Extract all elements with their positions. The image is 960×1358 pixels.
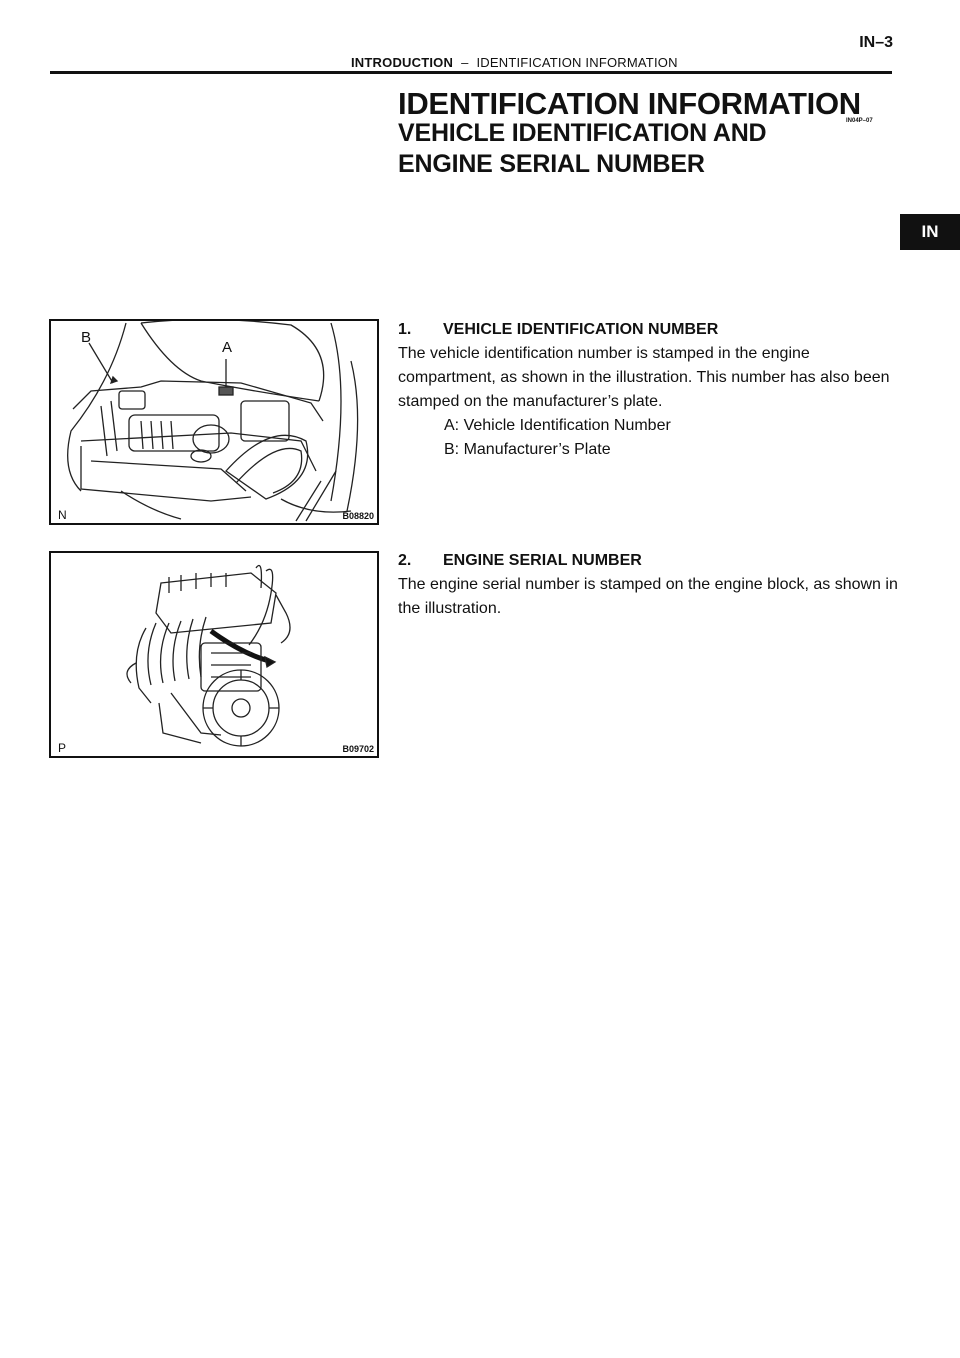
section-heading <box>398 549 898 573</box>
section-body: The engine serial number is stamped on the engine block, as shown in the illustration. <box>398 576 898 617</box>
vehicle-illustration <box>49 319 379 525</box>
section-vehicle-id <box>398 318 898 462</box>
page-subtitle <box>398 118 766 180</box>
section-body: The vehicle identification number is stamped in the engine compartment, as shown in the illustration. This number has also been stamped on the manufacturer’s plate. <box>398 345 890 410</box>
document-code: IN04P–07 <box>846 118 873 124</box>
header-section: INTRODUCTION <box>351 55 454 70</box>
subtitle-line-1: VEHICLE IDENTIFICATION AND <box>398 119 767 147</box>
figure-code: B08820 <box>342 511 374 521</box>
legend-item-a: A: Vehicle Identification Number <box>444 417 671 434</box>
vehicle-drawing <box>51 321 377 523</box>
figure-code: B09702 <box>342 744 374 754</box>
header-rule <box>50 71 892 74</box>
callout-a: A <box>222 339 233 356</box>
engine-illustration <box>49 551 379 758</box>
section-tab-label: IN <box>921 222 939 241</box>
engine-drawing <box>51 553 377 756</box>
figure-mark: P <box>58 741 67 755</box>
figure-mark: N <box>58 508 67 522</box>
section-heading <box>398 318 898 342</box>
header-separator: – <box>461 55 469 70</box>
section-engine-serial <box>398 549 898 621</box>
section-tab[interactable] <box>900 214 960 250</box>
section-title: VEHICLE IDENTIFICATION NUMBER <box>443 321 719 338</box>
section-number: 2. <box>398 552 412 569</box>
page-number: IN–3 <box>859 34 893 51</box>
legend-item-b: B: Manufacturer’s Plate <box>444 441 611 458</box>
section-number: 1. <box>398 321 412 338</box>
subtitle-line-2: ENGINE SERIAL NUMBER <box>398 150 705 178</box>
header-subsection: IDENTIFICATION INFORMATION <box>476 55 678 70</box>
callout-b: B <box>81 329 92 346</box>
running-header <box>351 55 678 70</box>
section-title: ENGINE SERIAL NUMBER <box>443 552 642 569</box>
page-title: IDENTIFICATION INFORMATION <box>398 86 861 121</box>
